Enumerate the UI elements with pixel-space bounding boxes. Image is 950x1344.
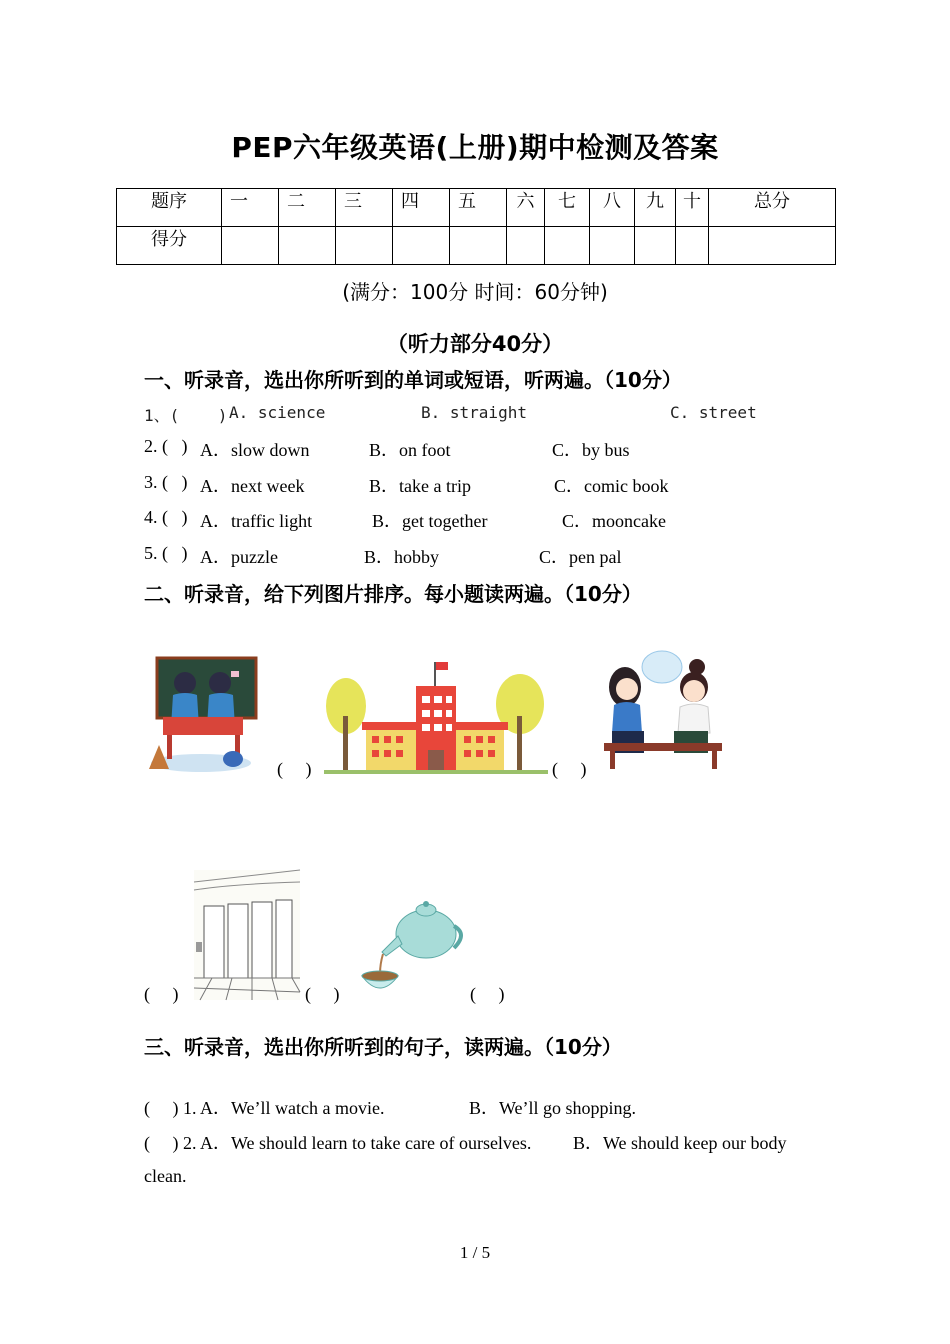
option-a[interactable]: ( ) 1. A．We’ll watch a movie. [144,1098,385,1118]
question-5 [144,543,824,567]
score-input-cell[interactable] [676,227,709,265]
table-cell: 三 [336,189,393,227]
option-a[interactable]: A．traffic light [200,511,313,531]
option-a[interactable]: A．slow down [200,440,310,460]
option-c[interactable]: C. street [670,403,757,422]
table-cell: 七 [545,189,590,227]
table-cell: 九 [635,189,676,227]
table-cell: 题序 [117,189,222,227]
listening-part-label: （听力部分40分） [386,332,564,356]
question-2 [144,436,824,460]
option-a[interactable]: ( ) 2. A．We should learn to take care of ourselves. [144,1133,532,1153]
option-b[interactable]: B．We should keep our body [573,1133,787,1153]
answer-blank[interactable]: ( ) [144,984,179,1004]
table-cell: 六 [507,189,545,227]
table-cell: 总分 [709,189,836,227]
question-number[interactable]: 5. ( ) [144,543,188,563]
score-input-cell[interactable] [279,227,336,265]
score-input-cell[interactable] [450,227,507,265]
sentence-question-2 [144,1129,824,1153]
table-cell: 四 [393,189,450,227]
toilet-room-picture [192,868,302,1002]
option-a[interactable]: A．next week [200,476,305,496]
section2-heading: 二、听录音，给下列图片排序。每小题读两遍。（10分） [144,582,642,606]
option-c[interactable]: C．by bus [552,440,630,460]
answer-blank[interactable]: ( ) [305,984,340,1004]
sentence-question-1 [144,1094,824,1118]
sentence-continuation: clean. [144,1166,187,1186]
answer-blank[interactable]: ( ) [277,759,312,779]
page-number: 1 / 5 [459,1243,491,1262]
score-input-cell[interactable] [709,227,836,265]
section3-heading: 三、听录音，选出你所听到的句子，读两遍。（10分） [144,1035,622,1059]
score-input-cell[interactable] [222,227,279,265]
score-input-cell[interactable] [393,227,450,265]
option-c[interactable]: C．mooncake [562,511,666,531]
table-cell: 五 [450,189,507,227]
option-b[interactable]: B. straight [421,403,527,422]
score-value-row [117,227,836,265]
teapot-picture [356,896,466,1000]
score-header-row [117,189,836,227]
question-4 [144,507,824,531]
option-c[interactable]: C．pen pal [539,547,622,567]
score-input-cell[interactable] [590,227,635,265]
full-marks-note: (满分：100分 时间：60分钟) [342,280,608,304]
option-a[interactable]: A．puzzle [200,547,278,567]
question-number[interactable]: 3. ( ) [144,472,188,492]
girls-chatting-picture [602,647,726,773]
option-c[interactable]: C．comic book [554,476,669,496]
table-cell: 二 [279,189,336,227]
score-input-cell[interactable] [545,227,590,265]
option-b[interactable]: B．take a trip [369,476,471,496]
table-cell: 一 [222,189,279,227]
score-input-cell[interactable] [336,227,393,265]
score-table [116,188,836,265]
option-b[interactable]: B．get together [372,511,488,531]
answer-blank[interactable]: ( ) [470,984,505,1004]
question-1 [144,403,824,425]
question-number[interactable]: 2. ( ) [144,436,188,456]
table-cell: 八 [590,189,635,227]
question-3 [144,472,824,496]
section1-heading: 一、听录音，选出你所听到的单词或短语，听两遍。（10分） [144,368,682,392]
option-b[interactable]: B．We’ll go shopping. [469,1098,637,1118]
school-building-picture [324,656,548,774]
option-b[interactable]: B．on foot [369,440,451,460]
option-a[interactable]: A. science [229,403,326,422]
score-input-cell[interactable] [635,227,676,265]
score-input-cell[interactable] [507,227,545,265]
question-number[interactable]: 4. ( ) [144,507,188,527]
question-number[interactable]: 1、( ) [144,406,228,425]
page-title: PEP六年级英语(上册)期中检测及答案 [231,131,719,164]
option-b[interactable]: B．hobby [364,547,440,567]
answer-blank[interactable]: ( ) [552,759,587,779]
table-cell: 得分 [117,227,222,265]
students-cleaning-picture [143,655,273,775]
table-cell: 十 [676,189,709,227]
